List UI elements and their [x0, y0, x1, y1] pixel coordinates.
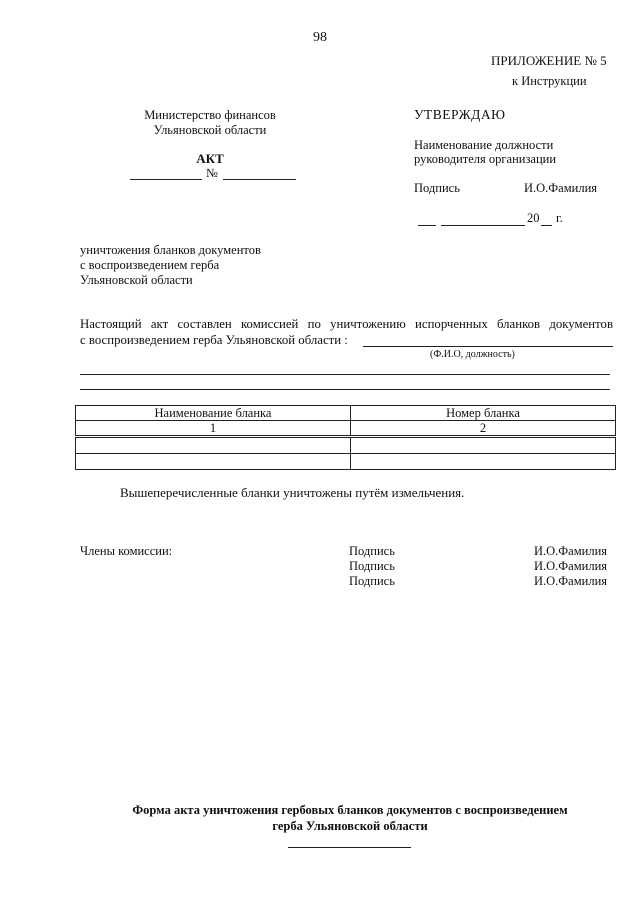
col-number-2: 2: [351, 421, 616, 437]
member-name: И.О.Фамилия: [534, 559, 608, 573]
member-signature: Подпись: [349, 544, 395, 558]
intro-line1: Настоящий акт составлен комиссией по уничтожению испорченных бланков документов: [80, 317, 613, 331]
page-number: 98: [313, 30, 327, 45]
date-year-prefix: 20: [527, 211, 540, 225]
appendix-subtitle: к Инструкции: [512, 74, 587, 88]
subject-line1: уничтожения бланков документов: [80, 243, 261, 257]
member-name: И.О.Фамилия: [534, 544, 608, 558]
date-month-line: [441, 225, 525, 226]
header-blank-name: Наименование бланка: [76, 406, 351, 421]
member-signature: Подпись: [349, 574, 395, 588]
footer-line2: герба Ульяновской области: [272, 819, 428, 833]
table-row: [76, 454, 616, 470]
commission-fill-line1: [363, 346, 613, 347]
commission-fill-line3: [80, 389, 610, 390]
date-day-line: [418, 225, 436, 226]
approve-position-line2: руководителя организации: [414, 152, 557, 166]
col-number-1: 1: [76, 421, 351, 437]
ministry-line1: Министерство финансов: [144, 108, 276, 122]
approve-signature: Подпись: [414, 181, 460, 195]
table-cell: [76, 454, 351, 470]
table-numbering-row: [76, 421, 616, 437]
table-header-row: [76, 406, 616, 421]
member-name: И.О.Фамилия: [534, 574, 608, 588]
table-cell: [351, 454, 616, 470]
member-signature: Подпись: [349, 559, 395, 573]
footer-underline: [288, 847, 411, 848]
table-row: [76, 437, 616, 454]
act-title: АКТ: [196, 151, 224, 166]
ministry-line2: Ульяновской области: [153, 123, 267, 137]
footer-line1: Форма акта уничтожения гербовых бланков документов с воспроизведением: [132, 803, 568, 817]
number-sign: №: [206, 166, 218, 180]
appendix-title: ПРИЛОЖЕНИЕ № 5: [491, 53, 607, 68]
subject-line2: с воспроизведением герба: [80, 258, 220, 272]
subject-line3: Ульяновской области: [80, 273, 193, 287]
date-year-line: [541, 225, 552, 226]
destroyed-statement: Вышеперечисленные бланки уничтожены путём измельчения.: [120, 485, 465, 500]
approve-position-line1: Наименование должности: [414, 138, 554, 152]
commission-fill-line2: [80, 374, 610, 375]
fio-hint: (Ф.И.О, должность): [430, 349, 515, 360]
date-suffix: г.: [556, 211, 563, 225]
act-date-line: [130, 179, 202, 180]
intro-line2: с воспроизведением герба Ульяновской области :: [80, 333, 348, 347]
approve-title: УТВЕРЖДАЮ: [414, 107, 506, 122]
act-number-line: [223, 179, 296, 180]
blanks-table: [75, 405, 616, 470]
header-blank-number: Номер бланка: [351, 406, 616, 421]
table-cell: [76, 437, 351, 454]
approve-name: И.О.Фамилия: [524, 181, 598, 195]
table-cell: [351, 437, 616, 454]
commission-label: Члены комиссии:: [80, 544, 173, 558]
